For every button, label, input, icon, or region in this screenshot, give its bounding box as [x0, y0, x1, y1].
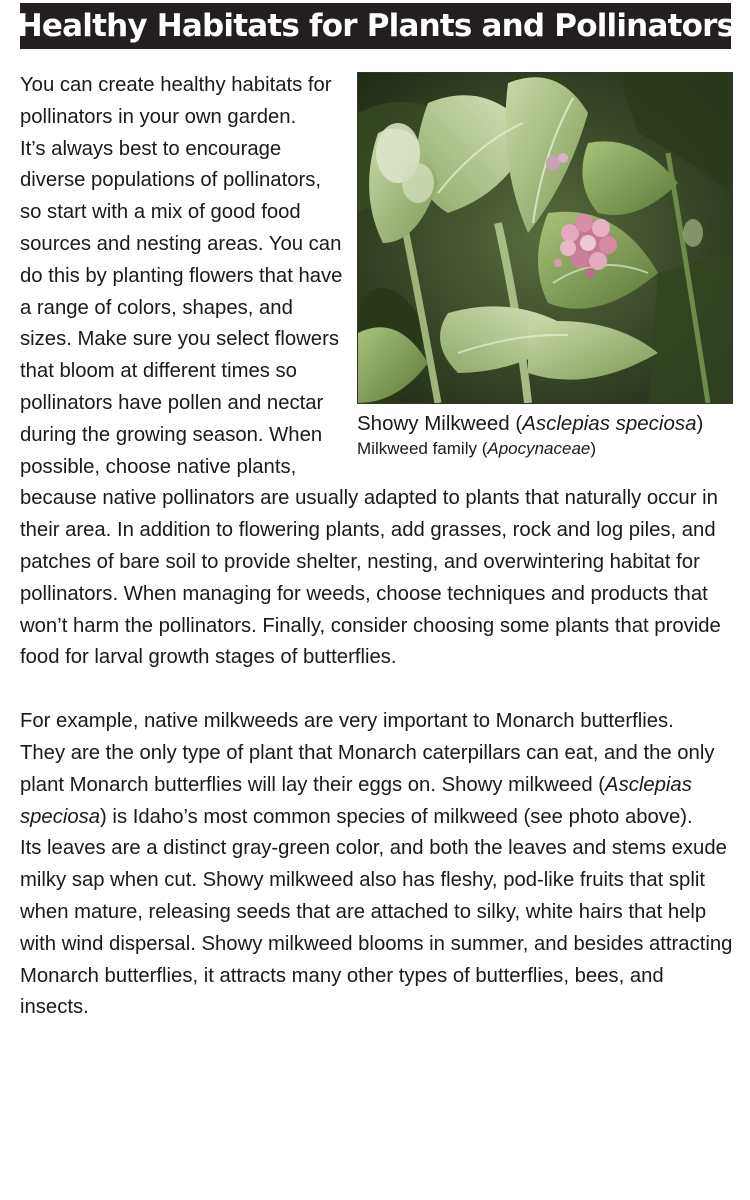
- figure-family-caption: Milkweed family (Apocynaceae): [357, 439, 597, 458]
- paragraph-milkweed: For example, native milkweeds are very important to Monarch butterflies. They are the only type of plant that Monarch caterpillars can eat, and the only plant Monarch butterflies will lay their eggs on. Showy milkweed (Asclepias speciosa) is Idaho’s most common species of milkweed (see photo above). Its leaves are a distinct gray-green color, and both the leaves and stems exude milky sap when cut. Showy milkweed also has fleshy, pod-like fruits that split when mature, releasing seeds that are attached to silky, white hairs that help with wind dispersal. Showy milkweed blooms in summer, and besides attracting Monarch butterflies, it attracts many other types of butterflies, bees, and insects.: [20, 710, 733, 1019]
- milkweed-photo: [357, 72, 733, 404]
- figure-caption: Showy Milkweed (Asclepias speciosa): [357, 412, 704, 435]
- paragraph-habitats: You can create healthy habitats for pollinators in your own garden. It’s always best to encourage diverse populations of pollinators, so start with a mix of good food sources and nesting areas. You can do this by planting flowers that have a range of colors, shapes, and sizes. Make sure you select flowers that bloom at different times so pollinators have pollen and nectar during the growing season. When possible, choose native plants, because native pollinators are usually adapted to plants that naturally occur in their area. In addition to flowering plants, add grasses, rock and log piles, and patches of bare soil to provide shelter, nesting, and overwintering habitat for pollinators. When managing for weeds, choose techniques and products that won’t harm the pollinators. Finally, consider choosing some plants that provide food for larval growth stages of butterflies.: [20, 74, 721, 669]
- milkweed-figure: [357, 72, 733, 460]
- title-banner: [16, 3, 735, 49]
- article-body: [20, 70, 733, 1024]
- page-title: Healthy Habitats for Plants and Pollinators: [16, 8, 735, 44]
